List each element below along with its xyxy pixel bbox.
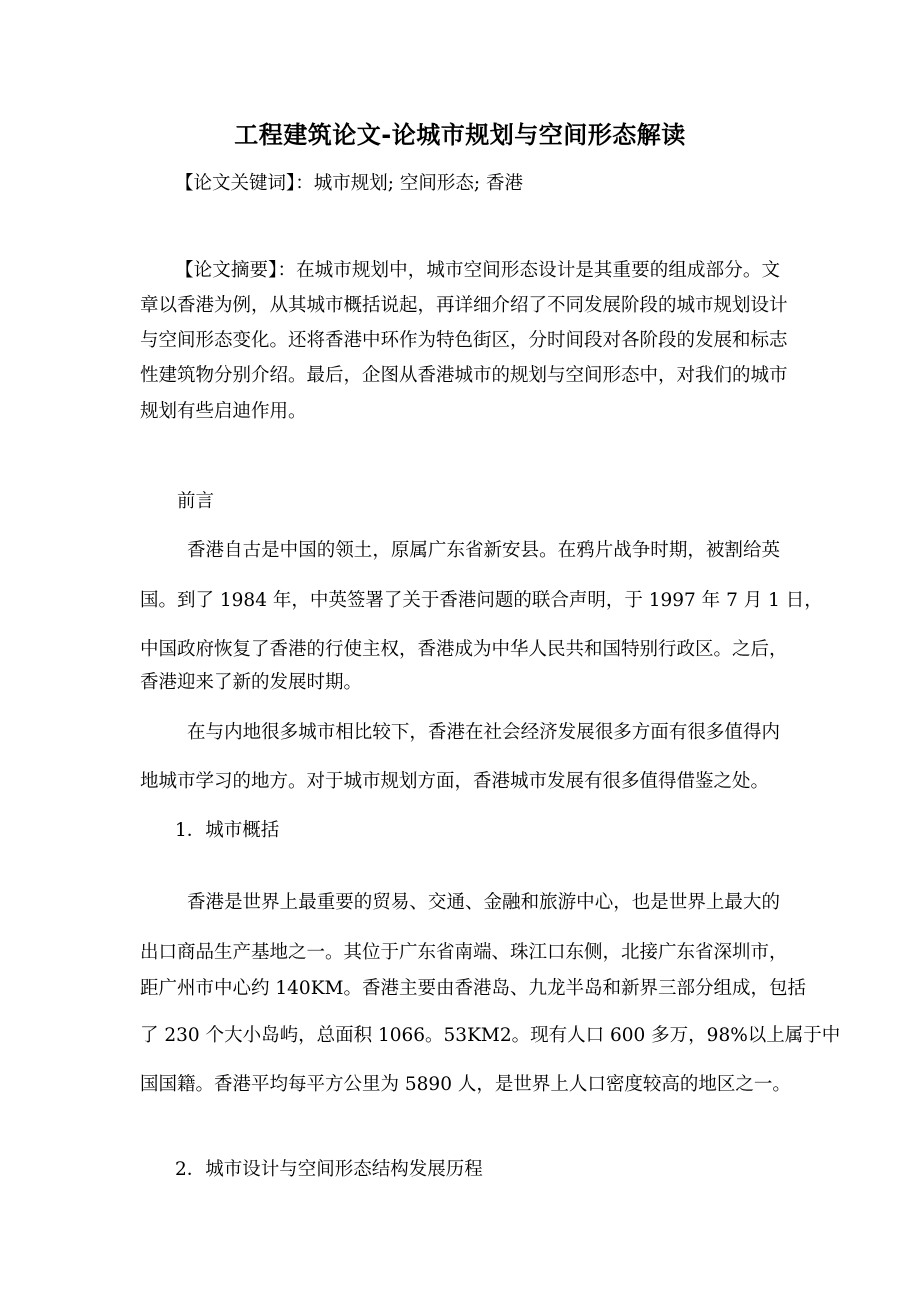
section1-line-2: 出口商品生产基地之一。其位于广东省南端、珠江口东侧，北接广东省深圳市，: [140, 942, 788, 963]
section2-heading: 2．城市设计与空间形态结构发展历程: [175, 1159, 483, 1180]
para1-line-1: 香港自古是中国的领土，原属广东省新安县。在鸦片战争时期，被割给英: [187, 540, 780, 561]
abstract-line-4: 性建筑物分别介绍。最后，企图从香港城市的规划与空间形态中，对我们的城市: [140, 365, 788, 386]
keywords-line: 【论文关键词】：城市规划; 空间形态; 香港: [175, 173, 523, 194]
section1-heading: 1．城市概括: [175, 820, 280, 841]
para1-line-3: 中国政府恢复了香港的行使主权，香港成为中华人民共和国特别行政区。之后，: [140, 639, 788, 660]
para1-line-4: 香港迎来了新的发展时期。: [140, 672, 363, 693]
section1-line-5: 国国籍。香港平均每平方公里为 5890 人，是世界上人口密度较高的地区之一。: [140, 1074, 791, 1095]
section1-line-1: 香港是世界上最重要的贸易、交通、金融和旅游中心，也是世界上最大的: [187, 892, 780, 913]
para1-line-2: 国。到了 1984 年，中英签署了关于香港问题的联合声明，于 1997 年 7 月 1 日，: [140, 590, 823, 611]
abstract-line-2: 章以香港为例，从其城市概括说起，再详细介绍了不同发展阶段的城市规划设计: [140, 295, 788, 316]
preface-heading: 前言: [177, 491, 215, 512]
para2-line-2: 地城市学习的地方。对于城市规划方面，香港城市发展有很多值得借鉴之处。: [140, 771, 770, 792]
abstract-line-3: 与空间形态变化。还将香港中环作为特色街区，分时间段对各阶段的发展和标志: [140, 330, 788, 351]
section1-line-4: 了 230 个大小岛屿，总面积 1066。53KM2。现有人口 600 多万，98%以上属于中: [140, 1025, 841, 1046]
abstract-line-5: 规划有些启迪作用。: [140, 401, 307, 422]
section1-line-3: 距广州市中心约 140KM。香港主要由香港岛、九龙半岛和新界三部分组成，包括: [140, 978, 806, 999]
document-title: 工程建筑论文-论城市规划与空间形态解读: [234, 121, 686, 149]
para2-line-1: 在与内地很多城市相比较下，香港在社会经济发展很多方面有很多值得内: [187, 722, 780, 743]
abstract-line-1: 【论文摘要】：在城市规划中，城市空间形态设计是其重要的组成部分。文: [175, 260, 780, 281]
